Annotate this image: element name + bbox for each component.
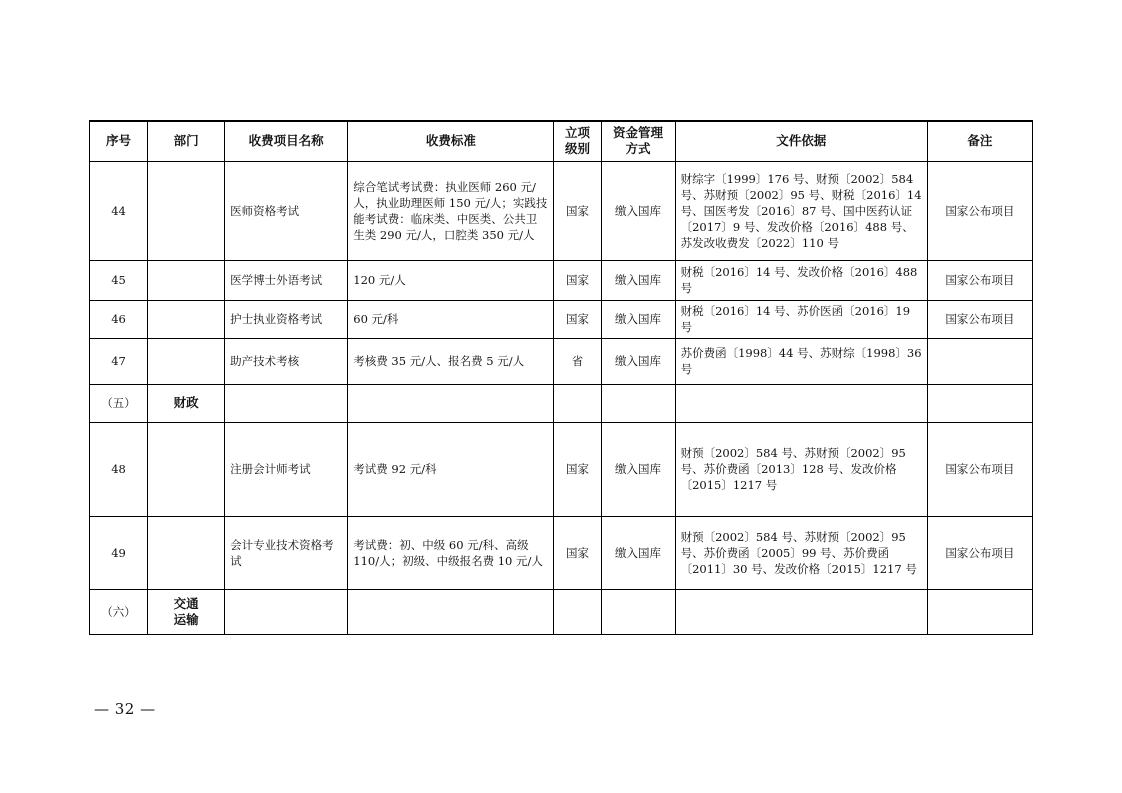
cell-standard: 60 元/科: [348, 300, 554, 338]
cell-remark: [927, 338, 1032, 384]
header-basis: 文件依据: [675, 121, 927, 161]
cell-basis: 财税〔2016〕14 号、发改价格〔2016〕488 号: [675, 260, 927, 300]
cell-standard: 考试费：初、中级 60 元/科、高级 110/人；初级、中级报名费 10 元/人: [348, 516, 554, 589]
table-row: [90, 516, 1033, 589]
cell-dept: [148, 516, 225, 589]
cell-level: 国家: [554, 516, 601, 589]
cell-basis: 财综字〔1999〕176 号、财预〔2002〕584 号、苏财预〔2002〕95 号、财税〔2016〕14 号、国医考发〔2016〕87 号、国中医药认证〔2017〕9 号、发改价格〔2016〕488 号、苏发改收费发〔2022〕110 号: [675, 161, 927, 260]
cell-level: 国家: [554, 300, 601, 338]
empty-cell: [225, 589, 348, 634]
cell-dept: [148, 300, 225, 338]
cell-level: 国家: [554, 161, 601, 260]
cell-remark: 国家公布项目: [927, 422, 1032, 516]
header-fund-mgmt: 资金管理 方式: [601, 121, 675, 161]
table-row: [90, 422, 1033, 516]
cell-remark: 国家公布项目: [927, 300, 1032, 338]
cell-level: 省: [554, 338, 601, 384]
header-dept: 部门: [148, 121, 225, 161]
cell-item-name: 护士执业资格考试: [225, 300, 348, 338]
table-row: [90, 161, 1033, 260]
cell-fund-mgmt: 缴入国库: [601, 516, 675, 589]
cell-item-name: 助产技术考核: [225, 338, 348, 384]
page-number: — 32 —: [94, 700, 156, 718]
section-row-transport: [90, 589, 1033, 634]
cell-standard: 考核费 35 元/人、报名费 5 元/人: [348, 338, 554, 384]
cell-item-name: 医师资格考试: [225, 161, 348, 260]
cell-seq: 49: [90, 516, 148, 589]
table-header-row: [90, 121, 1033, 161]
section-seq: （六）: [90, 589, 148, 634]
header-level: 立项 级别: [554, 121, 601, 161]
cell-fund-mgmt: 缴入国库: [601, 260, 675, 300]
header-remark: 备注: [927, 121, 1032, 161]
empty-cell: [554, 589, 601, 634]
cell-seq: 44: [90, 161, 148, 260]
cell-fund-mgmt: 缴入国库: [601, 300, 675, 338]
cell-dept: [148, 338, 225, 384]
empty-cell: [675, 589, 927, 634]
empty-cell: [225, 384, 348, 422]
cell-item-name: 医学博士外语考试: [225, 260, 348, 300]
cell-standard: 综合笔试考试费：执业医师 260 元/人，执业助理医师 150 元/人；实践技能考试费：临床类、中医类、公共卫生类 290 元/人，口腔类 350 元/人: [348, 161, 554, 260]
cell-seq: 47: [90, 338, 148, 384]
cell-remark: 国家公布项目: [927, 161, 1032, 260]
cell-remark: 国家公布项目: [927, 516, 1032, 589]
cell-level: 国家: [554, 260, 601, 300]
header-seq: 序号: [90, 121, 148, 161]
section-dept: 交通 运输: [148, 589, 225, 634]
cell-dept: [148, 422, 225, 516]
cell-dept: [148, 161, 225, 260]
cell-basis: 财预〔2002〕584 号、苏财预〔2002〕95 号、苏价费函〔2013〕128 号、发改价格〔2015〕1217 号: [675, 422, 927, 516]
empty-cell: [601, 589, 675, 634]
cell-standard: 考试费 92 元/科: [348, 422, 554, 516]
cell-basis: 财税〔2016〕14 号、苏价医函〔2016〕19 号: [675, 300, 927, 338]
empty-cell: [554, 384, 601, 422]
cell-seq: 45: [90, 260, 148, 300]
empty-cell: [675, 384, 927, 422]
header-standard: 收费标准: [348, 121, 554, 161]
cell-seq: 48: [90, 422, 148, 516]
header-item-name: 收费项目名称: [225, 121, 348, 161]
empty-cell: [601, 384, 675, 422]
table-row: [90, 260, 1033, 300]
empty-cell: [348, 589, 554, 634]
cell-remark: 国家公布项目: [927, 260, 1032, 300]
empty-cell: [927, 589, 1032, 634]
cell-item-name: 注册会计师考试: [225, 422, 348, 516]
section-row-finance: [90, 384, 1033, 422]
cell-item-name: 会计专业技术资格考试: [225, 516, 348, 589]
cell-fund-mgmt: 缴入国库: [601, 422, 675, 516]
section-seq: （五）: [90, 384, 148, 422]
cell-level: 国家: [554, 422, 601, 516]
cell-dept: [148, 260, 225, 300]
empty-cell: [927, 384, 1032, 422]
cell-basis: 苏价费函〔1998〕44 号、苏财综〔1998〕36 号: [675, 338, 927, 384]
table-row: [90, 300, 1033, 338]
section-dept: 财政: [148, 384, 225, 422]
cell-basis: 财预〔2002〕584 号、苏财预〔2002〕95 号、苏价费函〔2005〕99 号、苏价费函〔2011〕30 号、发改价格〔2015〕1217 号: [675, 516, 927, 589]
fee-table: [89, 120, 1033, 635]
empty-cell: [348, 384, 554, 422]
cell-seq: 46: [90, 300, 148, 338]
cell-fund-mgmt: 缴入国库: [601, 161, 675, 260]
table-row: [90, 338, 1033, 384]
cell-standard: 120 元/人: [348, 260, 554, 300]
cell-fund-mgmt: 缴入国库: [601, 338, 675, 384]
